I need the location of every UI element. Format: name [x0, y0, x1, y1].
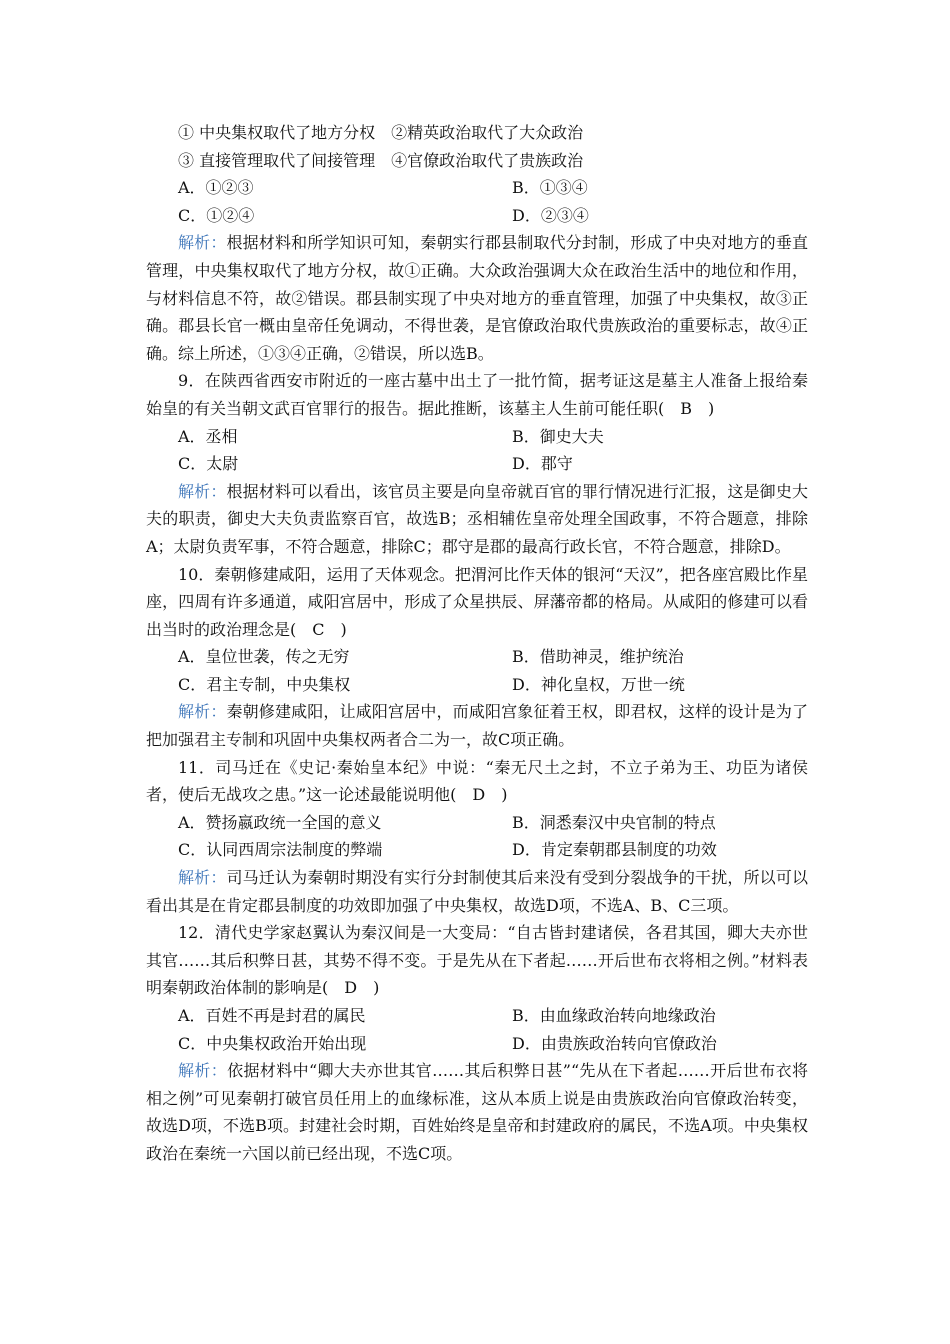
- q11-option-b: B．洞悉秦汉中央官制的特点: [512, 812, 716, 832]
- q9-option-a: A．丞相: [178, 426, 238, 446]
- q11-options-row-1: [146, 809, 808, 837]
- q11-analysis-text: 司马迁认为秦朝时期没有实行分封制使其后来没有受到分裂战争的干扰，所以可以看出其是在肯定郡县制度的功效即加强了中央集权，故选D项，不选A、B、C三项。: [146, 868, 808, 915]
- q9-options-row-2: [146, 450, 808, 478]
- q9-analysis-label: 解析：: [178, 481, 227, 501]
- q12-stem: 12．清代史学家赵翼认为秦汉间是一大变局：“自古皆封建诸侯，各君其国，卿大夫亦世其官……其后积弊日甚，其势不得不变。于是先从在下者起……开后世布衣将相之例。”材料表明秦朝政治体制的影响是( D ): [146, 923, 808, 998]
- q10-options-row-1: [146, 643, 808, 671]
- q11-analysis: [146, 864, 808, 919]
- q9-analysis: [146, 478, 808, 561]
- q11-option-a: A．赞扬嬴政统一全国的意义: [178, 812, 382, 832]
- q12-analysis: [146, 1057, 808, 1167]
- q10-analysis-text: 秦朝修建咸阳，让咸阳宫居中，而咸阳宫象征着王权，即君权，这样的设计是为了把加强君主专制和巩固中央集权两者合二为一，故C项正确。: [146, 702, 808, 750]
- q12-analysis-label: 解析：: [178, 1061, 228, 1081]
- document-content: [146, 119, 808, 1168]
- q12-option-c: C．中央集权政治开始出现: [178, 1033, 367, 1053]
- q8-statements-line-2: ③ 直接管理取代了间接管理 ④官僚政治取代了贵族政治: [178, 150, 584, 170]
- q10-analysis-label: 解析：: [178, 702, 227, 722]
- q11-stem: 11．司马迁在《史记·秦始皇本纪》中说：“秦无尺土之封，不立子弟为王、功臣为诸侯者，使后无战攻之患。”这一论述最能说明他( D ): [146, 757, 808, 805]
- q12-option-d: D．由贵族政治转向官僚政治: [512, 1033, 717, 1053]
- q8-option-d: D．②③④: [512, 205, 589, 225]
- q12-option-a: A．百姓不再是封君的属民: [178, 1006, 366, 1025]
- q8-option-a: A．①②③: [178, 178, 254, 198]
- q12-options-row-2: [146, 1030, 808, 1058]
- q10-option-b: B．借助神灵，维护统治: [512, 647, 684, 667]
- q8-analysis-text: 根据材料和所学知识可知，秦朝实行郡县制取代分封制，形成了中央对地方的垂直管理，中央集权取代了地方分权，故①正确。大众政治强调大众在政治生活中的地位和作用，与材料信息不符，故②错误。郡县制实现了中央对地方的垂直管理，加强了中央集权，故③正确。郡县长官一概由皇帝任免调动，不得世袭，是官僚政治取代贵族政治的重要标志，故④正确。综上所述，①③④正确，②错误，所以选B。: [146, 233, 808, 363]
- q8-options-row-2: [146, 202, 808, 230]
- q10-analysis: [146, 698, 808, 753]
- q8-option-b: B．①③④: [512, 178, 588, 198]
- q11-options-row-2: [146, 836, 808, 864]
- q10-option-a: A．皇位世袭，传之无穷: [178, 647, 350, 667]
- q8-analysis-label: 解析：: [178, 233, 227, 253]
- q8-analysis: [146, 229, 808, 367]
- q10-options-row-2: [146, 671, 808, 699]
- q8-options-row-1: [146, 174, 808, 202]
- q10-option-d: D．神化皇权，万世一统: [512, 674, 685, 694]
- q12-option-b: B．由血缘政治转向地缘政治: [512, 1006, 716, 1025]
- q8-statements-line-1: ① 中央集权取代了地方分权 ②精英政治取代了大众政治: [178, 123, 584, 142]
- q8-option-c: C．①②④: [178, 205, 255, 225]
- q11-option-c: C．认同西周宗法制度的弊端: [178, 840, 383, 860]
- q9-options-row-1: [146, 423, 808, 451]
- q9-option-d: D．郡守: [512, 454, 573, 474]
- q9-stem: 9．在陕西省西安市附近的一座古墓中出土了一批竹简，据考证这是墓主人准备上报给秦始皇的有关当朝文武百官罪行的报告。据此推断，该墓主人生前可能任职( B ): [146, 371, 808, 418]
- q9-analysis-text: 根据材料可以看出，该官员主要是向皇帝就百官的罪行情况进行汇报，这是御史大夫的职责，御史大夫负责监察百官，故选B；丞相辅佐皇帝处理全国政事，不符合题意，排除A；太尉负责军事，不符合题意，排除C；郡守是郡的最高行政长官，不符合题意，排除D。: [146, 481, 808, 556]
- q12-analysis-text: 依据材料中“卿大夫亦世其官……其后积弊日甚”“先从在下者起……开后世布衣将相之例”可见秦朝打破官员任用上的血缘标准，这从本质上说是由贵族政治向官僚政治转变，故选D项，不选B项。封建社会时期，百姓始终是皇帝和封建政府的属民，不选A项。中央集权政治在秦统一六国以前已经出现，不选C项。: [146, 1061, 808, 1163]
- q10-option-c: C．君主专制，中央集权: [178, 674, 351, 694]
- q10-stem: 10．秦朝修建咸阳，运用了天体观念。把渭河比作天体的银河“天汉”，把各座宫殿比作星座，四周有许多通道，咸阳宫居中，形成了众星拱辰、屏藩帝都的格局。从咸阳的修建可以看出当时的政治理念是( C ): [146, 564, 808, 639]
- q9-option-c: C．太尉: [178, 454, 239, 474]
- q12-options-row-1: [146, 1002, 808, 1030]
- q11-analysis-label: 解析：: [178, 868, 227, 888]
- q11-option-d: D．肯定秦朝郡县制度的功效: [512, 840, 717, 860]
- q9-option-b: B．御史大夫: [512, 426, 604, 446]
